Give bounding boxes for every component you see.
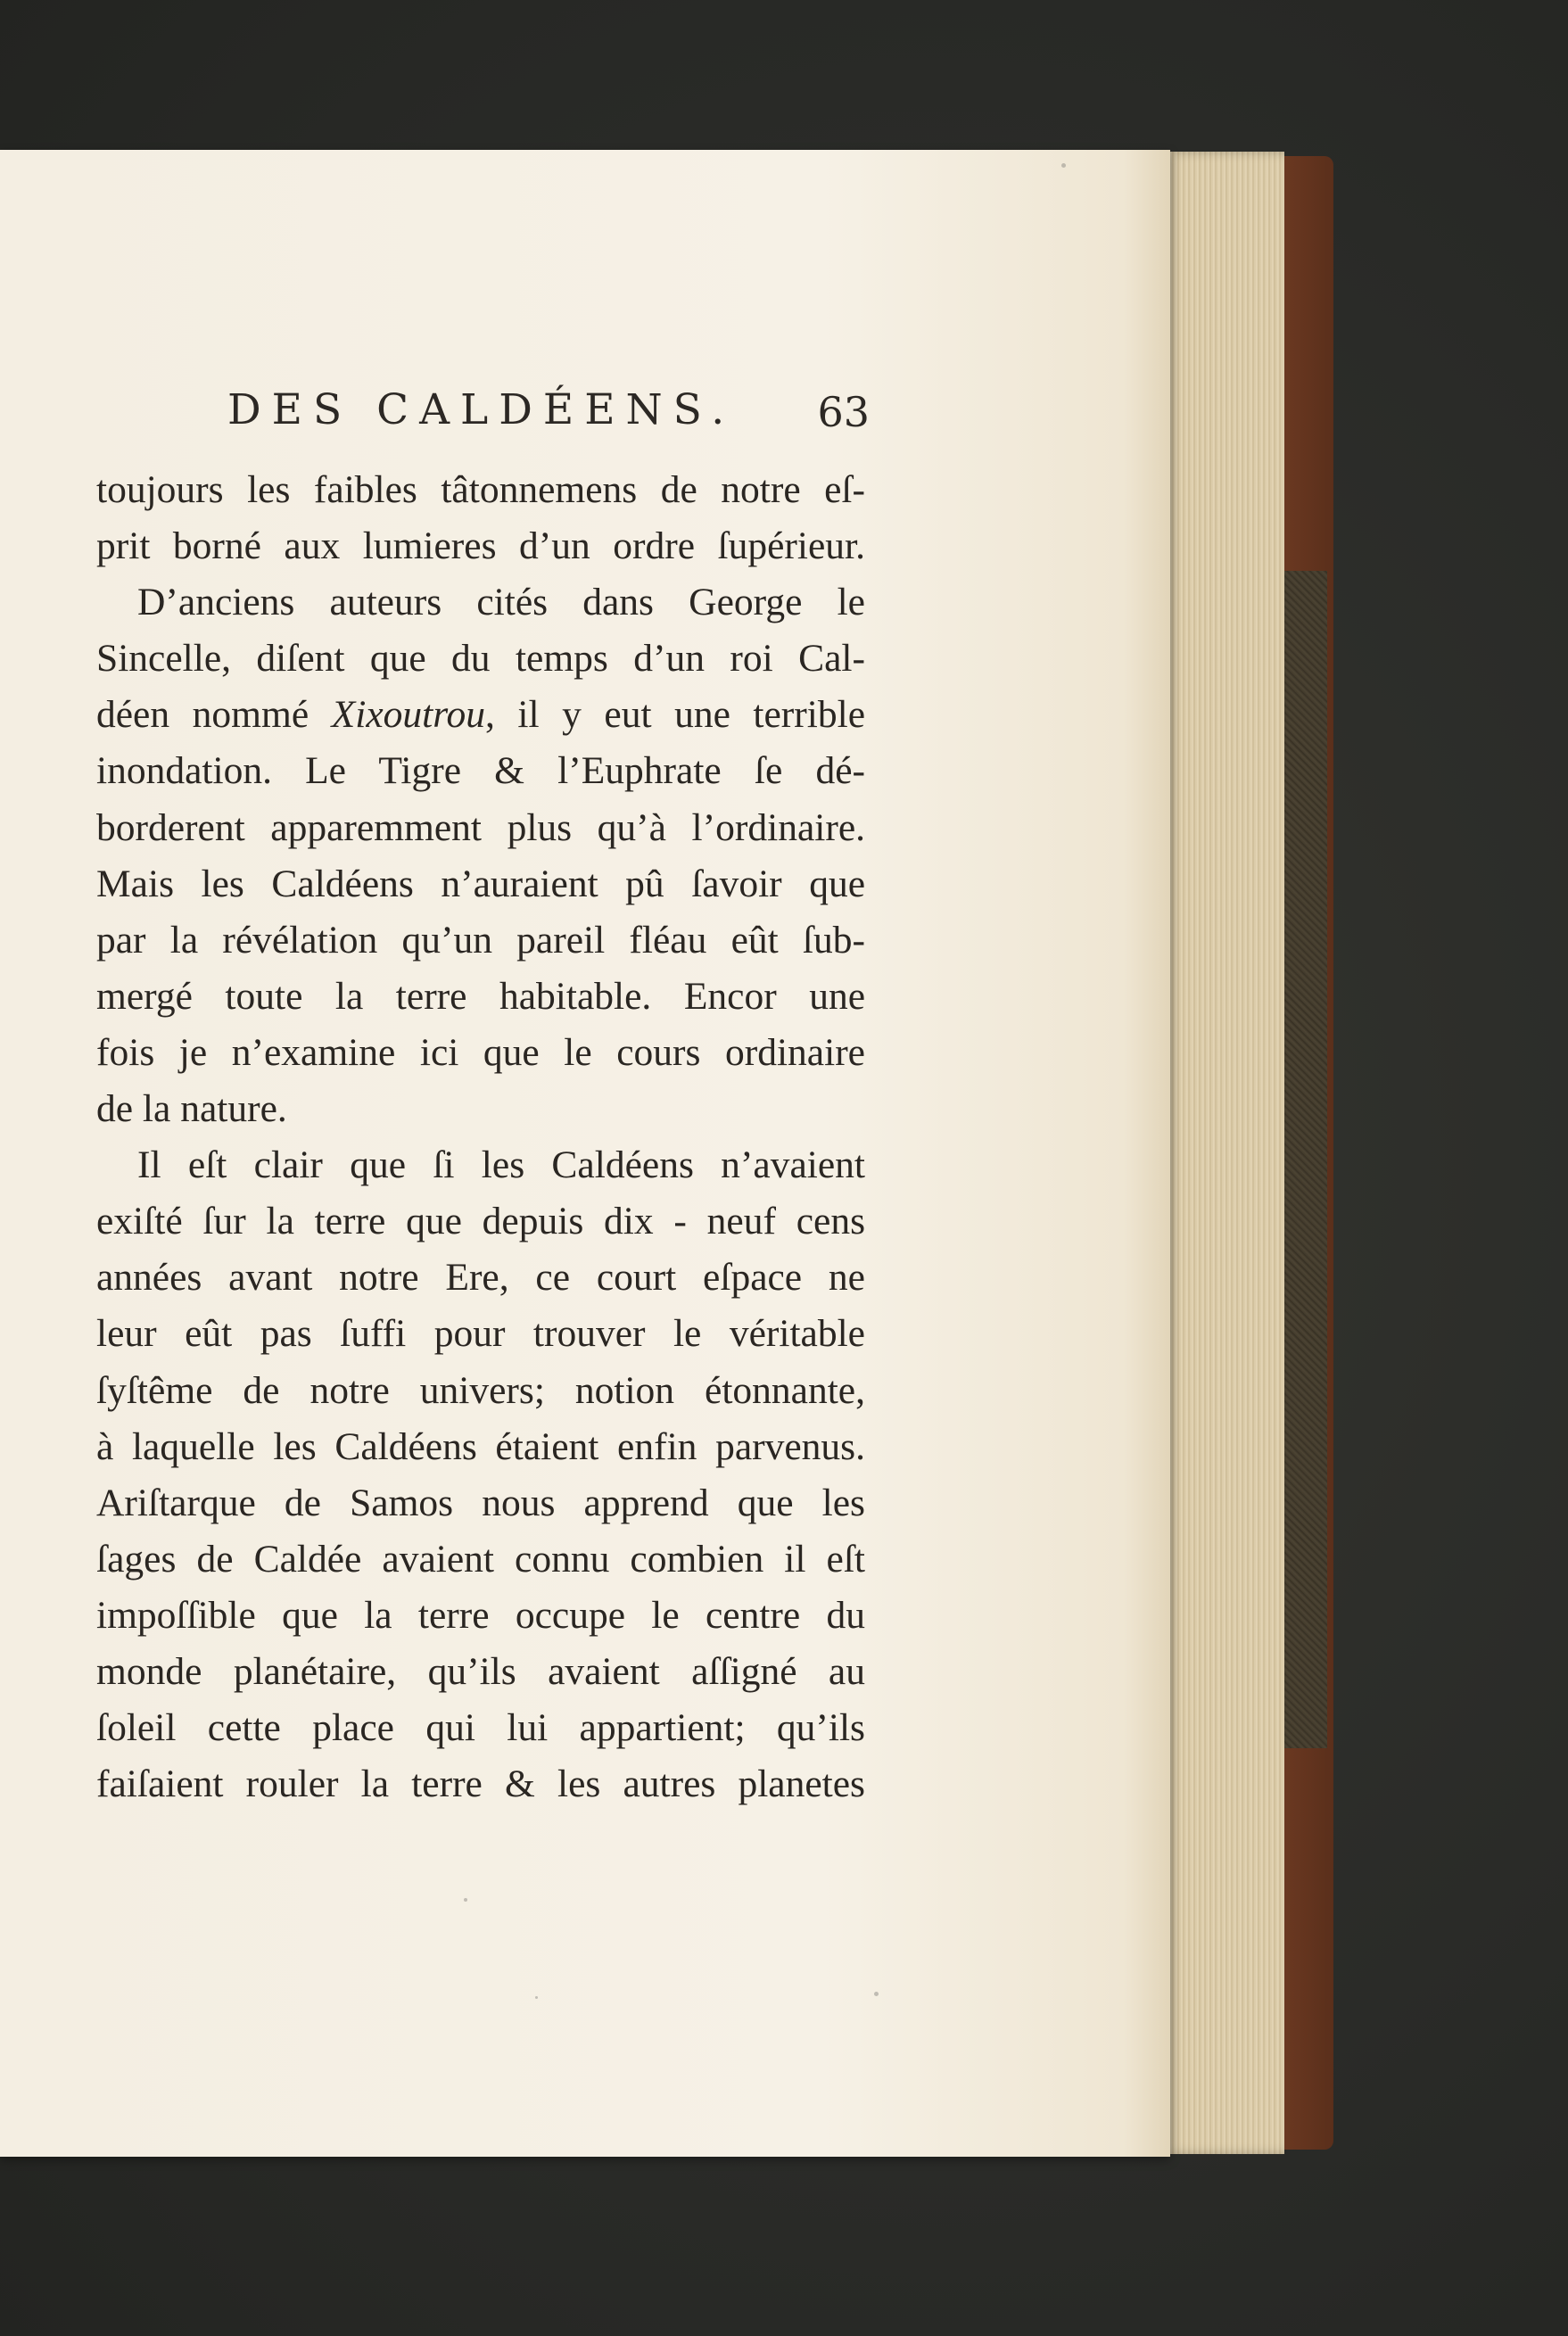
text-line: Sincelle, diſent que du temps d’un roi Cal- bbox=[96, 637, 865, 681]
italic-name: Xixoutrou bbox=[331, 693, 486, 737]
paper-speck bbox=[535, 1996, 538, 1999]
text-line: prit borné aux lumieres d’un ordre ſupérieur. bbox=[96, 524, 865, 568]
marbled-endpaper bbox=[1284, 571, 1327, 1748]
text-line: Il eſt clair que ſi les Caldéens n’avaient bbox=[137, 1143, 865, 1187]
text-line: par la révélation qu’un pareil fléau eût ſub- bbox=[96, 918, 865, 962]
text-line: leur eût pas ſuffi pour trouver le véritable bbox=[96, 1312, 865, 1356]
text-line: monde planétaire, qu’ils avaient aſſigné au bbox=[96, 1649, 865, 1693]
text-line: mergé toute la terre habitable. Encor une bbox=[96, 974, 865, 1018]
text-line: inondation. Le Tigre & l’Euphrate ſe dé- bbox=[96, 749, 865, 793]
text-line: impoſſible que la terre occupe le centre du bbox=[96, 1593, 865, 1637]
paper-speck bbox=[1061, 163, 1066, 168]
paper-speck bbox=[874, 1992, 879, 1996]
running-head-title: DES CALDÉENS. bbox=[227, 385, 736, 434]
text-line: toujours les faibles tâtonnemens de notre eſ- bbox=[96, 468, 865, 511]
text-line: ſyſtême de notre univers; notion étonnante, bbox=[96, 1368, 865, 1412]
text-line: Mais les Caldéens n’auraient pû ſavoir que bbox=[96, 862, 865, 905]
paper-speck bbox=[464, 1898, 467, 1902]
body-text bbox=[96, 462, 865, 1812]
text-line: borderent apparemment plus qu’à l’ordinaire. bbox=[96, 805, 865, 849]
text-line: années avant notre Ere, ce court eſpace ne bbox=[96, 1256, 865, 1300]
text-line: ſoleil cette place qui lui appartient; qu’ils bbox=[96, 1706, 865, 1750]
text-line: ſages de Caldée avaient connu combien il eſt bbox=[96, 1537, 865, 1581]
page-block-edges bbox=[1164, 152, 1284, 2154]
page-number: 63 bbox=[817, 388, 870, 436]
text-line: fois je n’examine ici que le cours ordinaire bbox=[96, 1030, 865, 1074]
text-line: exiſté ſur la terre que depuis dix - neuf cens bbox=[96, 1200, 865, 1243]
text-line: Ariſtarque de Samos nous apprend que les bbox=[96, 1481, 865, 1524]
text-line: déen nommé Xixoutrou, il y eut une terrible bbox=[96, 693, 866, 737]
text-line: de la nature. bbox=[96, 1087, 287, 1131]
text-line: D’anciens auteurs cités dans George le bbox=[137, 581, 865, 624]
text-line: à laquelle les Caldéens étaient enfin parvenus. bbox=[96, 1424, 865, 1468]
running-head bbox=[227, 379, 870, 442]
text-line: faiſaient rouler la terre & les autres planetes bbox=[96, 1762, 865, 1806]
